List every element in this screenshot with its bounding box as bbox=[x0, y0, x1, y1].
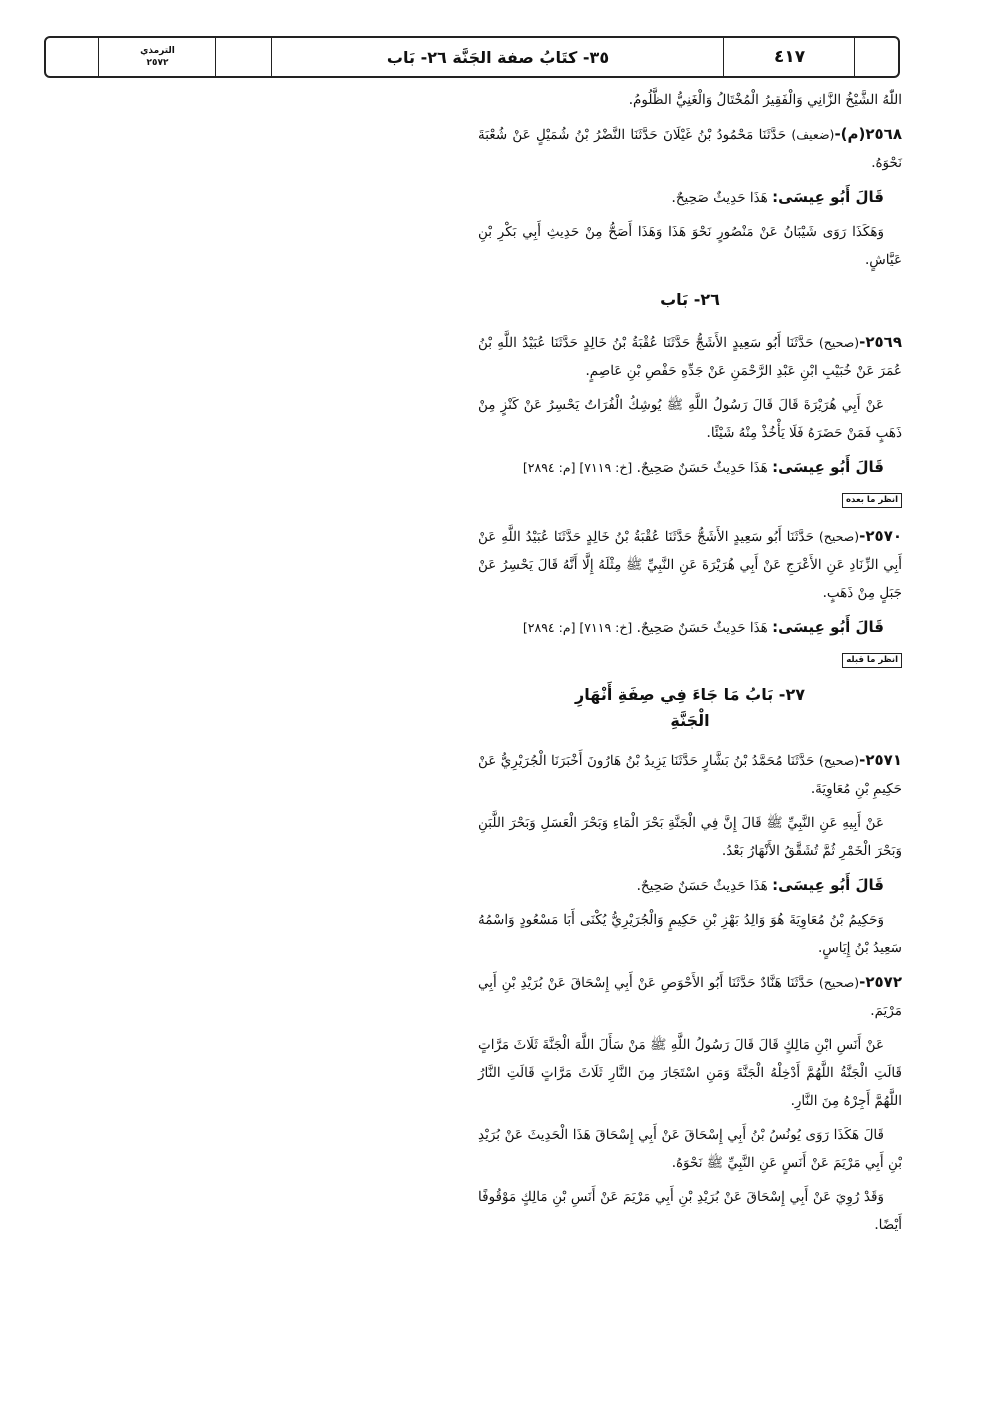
qal-abu-isa: قَالَ أَبُو عِيسَى: bbox=[772, 188, 884, 206]
verdict: هَذَا حَدِيثٌ حَسَنٌ صَحِيحٌ. bbox=[636, 620, 768, 636]
hadith-2570 bbox=[478, 522, 902, 607]
qal-abu-isa-line bbox=[478, 453, 902, 482]
cross-reference-row bbox=[478, 484, 902, 512]
hadith-comment: وَحَكِيمُ بْنُ مُعَاوِيَةَ هُوَ وَالِدُ بَهْزِ بْنِ حَكِيمٍ وَالْجُرَيْرِيُّ يُكْنَى أَبَا مَسْعُودٍ وَاسْمُهُ سَعِيدُ بْنُ إِيَاسٍ. bbox=[478, 912, 902, 956]
qal-abu-isa-line bbox=[478, 183, 902, 212]
hadith-comment: وَهَكَذَا رَوَى شَيْبَانُ عَنْ مَنْصُورٍ نَحْوَ هَذَا وَهَذَا أَصَحُّ مِنْ حَدِيثِ أَبِي بَكْرِ بْنِ عَيَّاشٍ. bbox=[478, 224, 902, 268]
header-cell-empty-left bbox=[46, 38, 98, 76]
qal-abu-isa-line bbox=[478, 613, 902, 642]
hadith-matn: عَنْ أَبِيهِ عَنِ النَّبِيِّ ﷺ قَالَ إِنَّ فِي الْجَنَّةِ بَحْرَ الْمَاءِ وَبَحْرَ الْعَسَلِ وَبَحْرَ اللَّبَنِ وَبَحْرَ الْخَمْرِ ثُمَّ تُشَقَّقُ الأَنْهَارُ بَعْدُ. bbox=[478, 815, 902, 859]
hadith-number: ٢٥٧٠- bbox=[859, 527, 903, 545]
header-source bbox=[98, 38, 216, 76]
hadith-2571 bbox=[478, 746, 902, 803]
chapter-heading: ٢٦- بَاب bbox=[660, 290, 720, 309]
qal-abu-isa: قَالَ أَبُو عِيسَى: bbox=[772, 618, 884, 636]
page-number: ٤١٧ bbox=[723, 38, 855, 76]
hadith-grade: (صحيح) bbox=[818, 335, 860, 350]
hadith-matn: عَنْ أَبِي هُرَيْرَةَ قَالَ قَالَ رَسُولُ اللَّهِ ﷺ يُوشِكُ الْفُرَاتُ يَحْسِرُ عَنْ كَنْزٍ مِنْ ذَهَبٍ فَمَنْ حَضَرَهُ فَلَا يَأْخُذْ مِنْهُ شَيْئًا. bbox=[478, 397, 902, 441]
source-number: ٢٥٧٢ bbox=[146, 58, 169, 68]
chapter-heading-line: الْجَنَّةِ bbox=[670, 711, 710, 730]
source-name: الترمذي bbox=[140, 46, 175, 56]
page-header bbox=[44, 36, 900, 78]
hadith-comment: وَقَدْ رُوِيَ عَنْ أَبِي إِسْحَاقَ عَنْ بُرَيْدِ بْنِ أَبِي مَرْيَمَ عَنْ أَنَسِ بْنِ مَالِكٍ مَوْقُوفًا أَيْضًا. bbox=[478, 1189, 902, 1233]
qal-abu-isa: قَالَ أَبُو عِيسَى: bbox=[772, 458, 884, 476]
hadith-text: حَدَّثَنَا أَبُو سَعِيدٍ الأَشَجُّ حَدَّثَنَا عُقْبَةُ بْنُ خَالِدٍ حَدَّثَنَا عُبَيْدُ اللَّهِ عَنْ أَبِي الزِّنَادِ عَنِ الأَعْرَجِ عَنْ أَبِي هُرَيْرَةَ عَنِ النَّبِيِّ ﷺ مِثْلَهُ إِلَّا أَنَّهُ قَالَ يَحْسِرُ عَنْ جَبَلٍ مِنْ ذَهَبٍ. bbox=[478, 529, 902, 601]
reference: [خ: ٧١١٩] [م: ٢٨٩٤] bbox=[522, 620, 633, 635]
header-cell-empty-right bbox=[854, 38, 899, 76]
hadith-comment: قَالَ هَكَذَا رَوَى يُونُسُ بْنُ أَبِي إِسْحَاقَ عَنْ أَبِي إِسْحَاقَ هَذَا الْحَدِيثَ عَنْ بُرَيْدِ بْنِ أَبِي مَرْيَمَ عَنْ أَنَسٍ عَنِ النَّبِيِّ ﷺ نَحْوَهُ. bbox=[478, 1127, 902, 1171]
hadith-2568 bbox=[478, 120, 902, 177]
hadith-number: ٢٥٧٢- bbox=[859, 973, 902, 991]
reference: [خ: ٧١١٩] [م: ٢٨٩٤] bbox=[522, 460, 633, 475]
cross-reference-note: انظر ما قبله bbox=[842, 653, 902, 668]
hadith-2572 bbox=[478, 968, 902, 1025]
verdict: هَذَا حَدِيثٌ صَحِيحٌ. bbox=[671, 190, 768, 206]
hadith-2569 bbox=[478, 328, 902, 385]
hadith-number: ٢٥٧١- bbox=[859, 751, 902, 769]
verdict: هَذَا حَدِيثٌ حَسَنٌ صَحِيحٌ. bbox=[636, 878, 768, 894]
text-line: اللّٰهُ الشَّيْخُ الزَّانِي وَالْفَقِيرُ الْمُخْتَالُ وَالْغَنِيُّ الظَّلُومُ. bbox=[628, 92, 902, 108]
verdict: هَذَا حَدِيثٌ حَسَنٌ صَحِيحٌ. bbox=[636, 460, 768, 476]
hadith-isnad: حَدَّثَنَا هَنَّادٌ حَدَّثَنَا أَبُو الأَحْوَصِ عَنْ أَبِي إِسْحَاقَ عَنْ بُرَيْدِ بْنِ أَبِي مَرْيَمَ. bbox=[478, 975, 902, 1019]
hadith-isnad: حَدَّثَنَا مُحَمَّدُ بْنُ بَشَّارٍ حَدَّثَنَا يَزِيدُ بْنُ هَارُونَ أَخْبَرَنَا الْجُرَيْرِيُّ عَنْ حَكِيمِ بْنِ مُعَاوِيَةَ. bbox=[478, 753, 902, 797]
text-column bbox=[478, 86, 902, 1245]
hadith-grade: (ضعيف) bbox=[791, 127, 835, 142]
chapter-heading bbox=[478, 682, 902, 734]
hadith-grade: (صحيح) bbox=[818, 753, 860, 768]
hadith-matn: عَنْ أَنَسِ ابْنِ مَالِكٍ قَالَ قَالَ رَسُولُ اللَّهِ ﷺ مَنْ سَأَلَ اللَّهَ الْجَنَّةَ ثَلَاثَ مَرَّاتٍ قَالَتِ الْجَنَّةُ اللَّهُمَّ أَدْخِلْهُ الْجَنَّةَ وَمَنِ اسْتَجَارَ مِنَ النَّارِ ثَلَاثَ مَرَّاتٍ قَالَتِ النَّارُ اللَّهُمَّ أَجِرْهُ مِنَ النَّارِ. bbox=[478, 1037, 902, 1109]
header-cell-empty bbox=[215, 38, 272, 76]
hadith-isnad: حَدَّثَنَا أَبُو سَعِيدٍ الأَشَجُّ حَدَّثَنَا عُقْبَةُ بْنُ خَالِدٍ حَدَّثَنَا عُبَيْدُ اللَّهِ بْنُ عُمَرَ عَنْ خُبَيْبِ ابْنِ عَبْدِ الرَّحْمَنِ عَنْ جَدِّهِ حَفْصِ بْنِ عَاصِمٍ. bbox=[478, 335, 902, 379]
header-title: ٣٥- كتَابُ صفة الجَنَّة ٢٦- بَاب bbox=[271, 38, 724, 76]
cross-reference-note: انظر ما بعده bbox=[842, 493, 902, 508]
hadith-number: ٢٥٦٨(م)- bbox=[834, 125, 902, 143]
hadith-text: حَدَّثَنَا مَحْمُودُ بْنُ غَيْلَانَ حَدَّثَنَا النَّضْرُ بْنُ شُمَيْلٍ عَنْ شُعْبَةَ نَحْوَهُ. bbox=[478, 127, 902, 171]
chapter-heading-line: ٢٧- بَابُ مَا جَاءَ فِي صِفَةِ أَنْهَارِ bbox=[575, 685, 805, 704]
qal-abu-isa: قَالَ أَبُو عِيسَى: bbox=[772, 876, 884, 894]
hadith-grade: (صحيح) bbox=[818, 975, 860, 990]
cross-reference-row bbox=[478, 644, 902, 672]
hadith-number: ٢٥٦٩- bbox=[859, 333, 902, 351]
hadith-grade: (صحيح) bbox=[818, 529, 860, 544]
qal-abu-isa-line bbox=[478, 871, 902, 900]
